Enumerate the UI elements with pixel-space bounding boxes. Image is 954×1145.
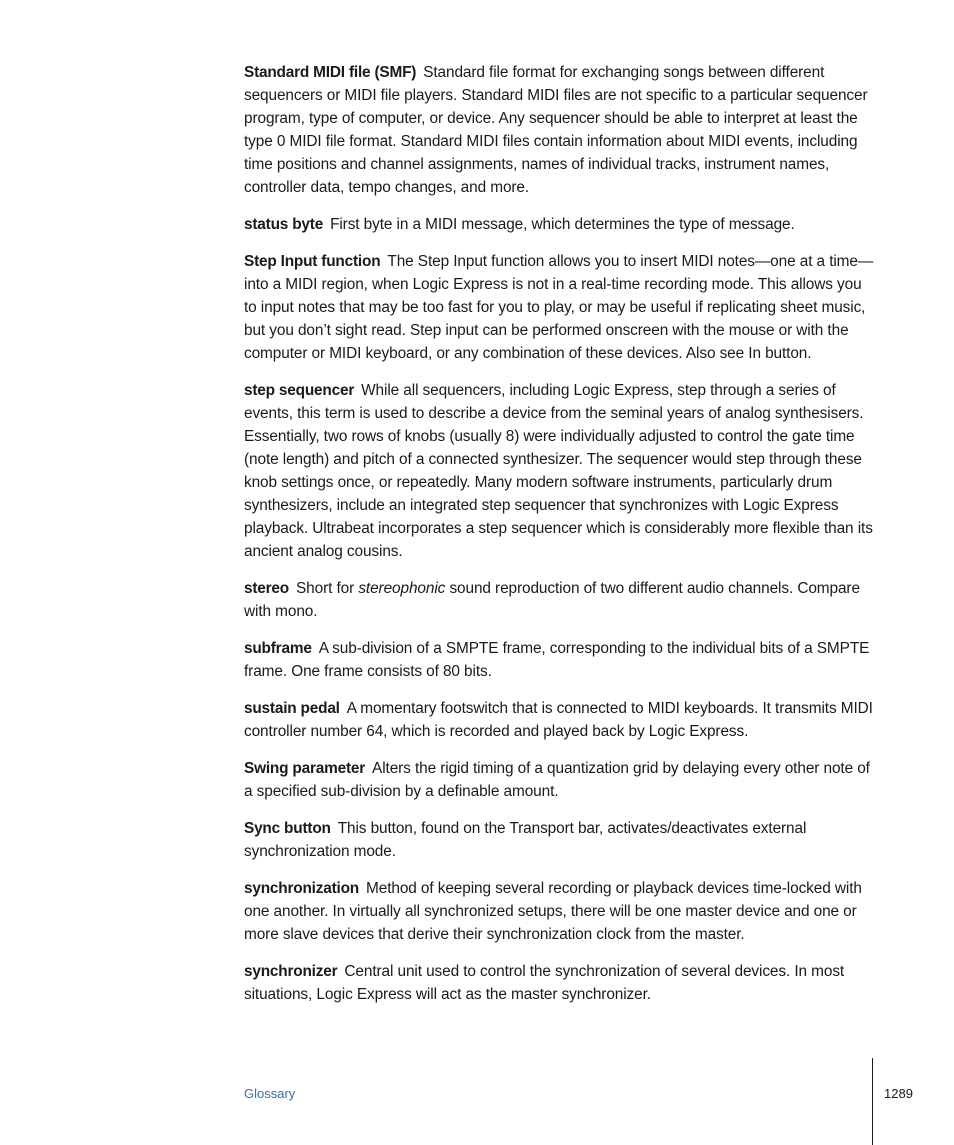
footer-divider: [872, 1058, 873, 1145]
glossary-entry-status-byte: [244, 213, 876, 236]
glossary-definition: Alters the rigid timing of a quantization grid by delaying every other note of a specified sub-division by a definable amount.: [244, 760, 870, 800]
glossary-definition: First byte in a MIDI message, which determines the type of message.: [330, 216, 795, 233]
glossary-term: step sequencer: [244, 382, 355, 399]
glossary-content: [244, 61, 876, 1020]
glossary-definition-after: sound reproduction of two different audio channels. Compare with mono.: [244, 580, 860, 620]
glossary-term: sustain pedal: [244, 700, 340, 717]
glossary-definition: While all sequencers, including Logic Express, step through a series of events, this term is used to describe a device from the seminal years of analog synthesisers. Essentially, two rows of knobs (usually 8) were individually adjusted to control the gate time (note length) and pitch of a connected synthesizer. The sequencer would step through these knob settings once, or repeatedly. Many modern software instruments, particularly drum synthesizers, include an integrated step sequencer that synchronizes with Logic Express playback. Ultrabeat incorporates a step sequencer which is considerably more flexible than its ancient analog cousins.: [244, 382, 873, 560]
glossary-term: synchronization: [244, 880, 360, 897]
glossary-entry-sync-button: [244, 817, 876, 863]
glossary-definition: The Step Input function allows you to insert MIDI notes—one at a time—into a MIDI region, when Logic Express is not in a real-time recording mode. This allows you to input notes that may be too fast for you to play, or may be useful if replicating sheet music, but you don’t sight read. Step input can be performed onscreen with the mouse or with the computer or MIDI keyboard, or any combination of these devices. Also see In button.: [244, 253, 874, 362]
glossary-term: synchronizer: [244, 963, 338, 980]
glossary-term: Standard MIDI file (SMF): [244, 64, 417, 81]
glossary-term: Step Input function: [244, 253, 381, 270]
glossary-definition: A sub-division of a SMPTE frame, corresponding to the individual bits of a SMPTE frame. One frame consists of 80 bits.: [244, 640, 870, 680]
glossary-definition: Central unit used to control the synchronization of several devices. In most situations, Logic Express will act as the master synchronizer.: [244, 963, 845, 1003]
glossary-entry-subframe: [244, 637, 876, 683]
glossary-definition-before: Short for: [296, 580, 355, 597]
footer-section-label: Glossary: [244, 1086, 296, 1101]
glossary-term: subframe: [244, 640, 312, 657]
glossary-term: status byte: [244, 216, 324, 233]
glossary-definition-italic: stereophonic: [358, 580, 446, 597]
glossary-entry-synchronization: [244, 877, 876, 946]
glossary-entry-swing-parameter: [244, 757, 876, 803]
glossary-term: Sync button: [244, 820, 331, 837]
glossary-entry-standard-midi-file: [244, 61, 876, 199]
glossary-definition: Standard file format for exchanging songs between different sequencers or MIDI file players. Standard MIDI files are not specific to a particular sequencer program, type of computer, or device. Any sequencer should be able to interpret at least the type 0 MIDI file format. Standard MIDI files contain information about MIDI events, including time positions and channel assignments, names of individual tracks, instrument names, controller data, tempo changes, and more.: [244, 64, 868, 196]
page-number: 1289: [884, 1086, 913, 1101]
glossary-entry-step-input-function: [244, 250, 876, 365]
glossary-definition: This button, found on the Transport bar, activates/deactivates external synchronization mode.: [244, 820, 807, 860]
glossary-entry-stereo: [244, 577, 876, 623]
glossary-term: stereo: [244, 580, 289, 597]
glossary-entry-sustain-pedal: [244, 697, 876, 743]
glossary-entry-step-sequencer: [244, 379, 876, 563]
glossary-definition: A momentary footswitch that is connected to MIDI keyboards. It transmits MIDI controller number 64, which is recorded and played back by Logic Express.: [244, 700, 873, 740]
glossary-entry-synchronizer: [244, 960, 876, 1006]
glossary-term: Swing parameter: [244, 760, 366, 777]
glossary-definition: Method of keeping several recording or playback devices time-locked with one another. In virtually all synchronized setups, there will be one master device and one or more slave devices that derive their synchronization clock from the master.: [244, 880, 862, 943]
